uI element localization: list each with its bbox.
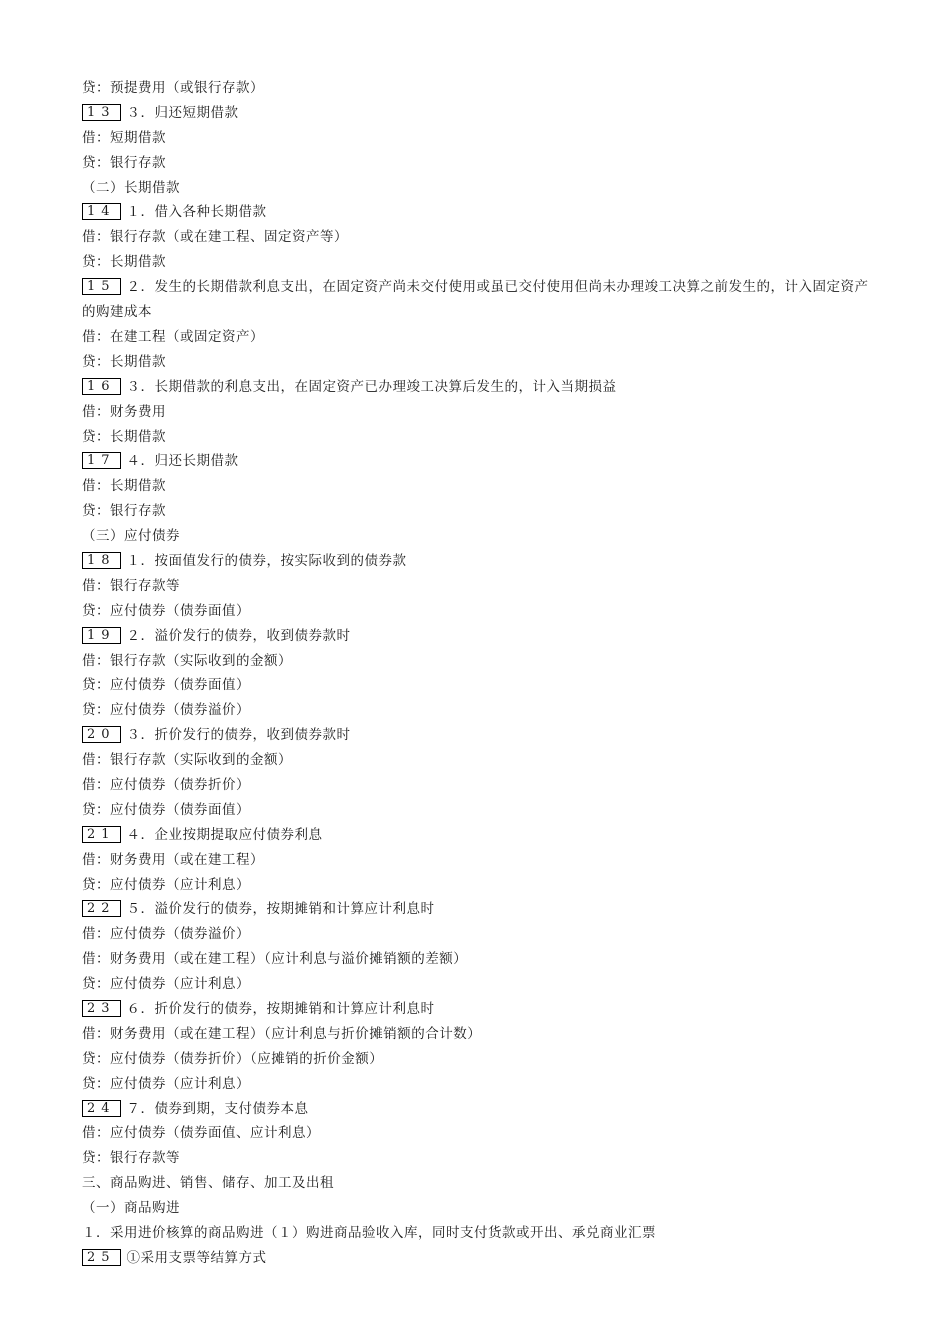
text-line xyxy=(82,325,882,350)
text-line xyxy=(82,474,882,499)
entry-number-box: 16 xyxy=(82,378,121,395)
line-text: 贷：应付债券（债券溢价） xyxy=(82,702,250,719)
line-text: 贷：应付债券（应计利息） xyxy=(82,876,250,893)
numbered-entry xyxy=(82,823,882,848)
numbered-entry xyxy=(82,723,882,748)
text-line xyxy=(82,848,882,873)
line-text: 贷：长期借款 xyxy=(82,353,166,370)
entry-number-box: 14 xyxy=(82,203,121,220)
text-line xyxy=(82,947,882,972)
entry-number-box: 23 xyxy=(82,1000,121,1017)
entry-number-box: 17 xyxy=(82,452,121,469)
text-line xyxy=(82,1196,882,1221)
text-line xyxy=(82,1022,882,1047)
text-line xyxy=(82,499,882,524)
line-text: 贷：银行存款 xyxy=(82,503,166,520)
line-text: 贷：长期借款 xyxy=(82,254,166,271)
text-line xyxy=(82,76,882,101)
text-line xyxy=(82,773,882,798)
line-text: （一）商品购进 xyxy=(82,1200,180,1217)
line-text: ３．折价发行的债券，收到债券款时 xyxy=(126,727,351,744)
line-text: ４．归还长期借款 xyxy=(126,453,239,470)
line-text: 贷：应付债券（债券面值） xyxy=(82,602,250,619)
line-text: ３．归还短期借款 xyxy=(126,104,239,121)
line-text: 借：财务费用（或在建工程）（应计利息与折价摊销额的合计数） xyxy=(82,1025,482,1042)
entry-number-box: 21 xyxy=(82,826,121,843)
line-text: 借：短期借款 xyxy=(82,129,166,146)
line-text: 借：银行存款（或在建工程、固定资产等） xyxy=(82,229,348,246)
line-text: 借：应付债券（债券面值、应计利息） xyxy=(82,1125,320,1142)
line-text: ２．溢价发行的债券，收到债券款时 xyxy=(126,627,351,644)
text-line xyxy=(82,1171,882,1196)
line-text: ７．债券到期，支付债券本息 xyxy=(126,1100,309,1117)
document-page xyxy=(82,76,882,1271)
text-line xyxy=(82,151,882,176)
text-line xyxy=(82,1146,882,1171)
line-text: 贷：银行存款等 xyxy=(82,1150,180,1167)
line-text: ４．企业按期提取应付债券利息 xyxy=(126,826,323,843)
line-text: 贷：应付债券（债券折价）（应摊销的折价金额） xyxy=(82,1050,384,1067)
text-line xyxy=(82,176,882,201)
line-text: ①采用支票等结算方式 xyxy=(126,1249,267,1266)
numbered-entry xyxy=(82,1097,882,1122)
line-text: 贷：应付债券（应计利息） xyxy=(82,976,250,993)
text-line xyxy=(82,524,882,549)
line-text: （三）应付债券 xyxy=(82,528,180,545)
line-text: １．采用进价核算的商品购进（１）购进商品验收入库，同时支付货款或开出、承兑商业汇票 xyxy=(82,1225,656,1241)
line-text: 借：银行存款等 xyxy=(82,577,180,594)
entry-number-box: 19 xyxy=(82,627,121,644)
line-text: 借：银行存款（实际收到的金额） xyxy=(82,752,292,769)
line-text: 借：在建工程（或固定资产） xyxy=(82,328,264,345)
numbered-entry xyxy=(82,624,882,649)
line-text: 贷：预提费用（或银行存款） xyxy=(82,80,264,96)
numbered-entry xyxy=(82,101,882,126)
numbered-entry xyxy=(82,375,882,400)
line-text: 贷：应付债券（应计利息） xyxy=(82,1075,250,1092)
text-line xyxy=(82,574,882,599)
text-line xyxy=(82,798,882,823)
line-text: 借：财务费用（或在建工程） xyxy=(82,851,264,868)
text-line xyxy=(82,350,882,375)
entry-number-box: 13 xyxy=(82,104,121,121)
numbered-entry xyxy=(82,275,882,325)
entry-number-box: 15 xyxy=(82,278,121,295)
text-line xyxy=(82,873,882,898)
line-text: １．借入各种长期借款 xyxy=(126,204,267,221)
entry-number-box: 18 xyxy=(82,552,121,569)
text-line xyxy=(82,972,882,997)
line-text: （二）长期借款 xyxy=(82,179,180,196)
line-text: 借：财务费用 xyxy=(82,403,166,420)
line-text: 借：长期借款 xyxy=(82,478,166,495)
text-line xyxy=(82,748,882,773)
text-line xyxy=(82,599,882,624)
text-line xyxy=(82,425,882,450)
line-text: ５．溢价发行的债券，按期摊销和计算应计利息时 xyxy=(126,901,435,918)
text-line xyxy=(82,673,882,698)
line-text: 借：应付债券（债券溢价） xyxy=(82,926,250,943)
text-line xyxy=(82,698,882,723)
line-text: ３．长期借款的利息支出，在固定资产已办理竣工决算后发生的，计入当期损益 xyxy=(126,378,617,395)
line-text: ６．折价发行的债券，按期摊销和计算应计利息时 xyxy=(126,1000,435,1017)
line-text: １．按面值发行的债券，按实际收到的债券款 xyxy=(126,552,407,569)
text-line xyxy=(82,922,882,947)
line-text: 借：应付债券（债券折价） xyxy=(82,776,250,793)
text-line xyxy=(82,225,882,250)
line-text: ２．发生的长期借款利息支出，在固定资产尚未交付使用或虽已交付使用但尚未办理竣工决算之前发生的，计入固定资产的购建成本 xyxy=(82,279,869,321)
line-text: 贷：银行存款 xyxy=(82,154,166,171)
numbered-entry xyxy=(82,549,882,574)
line-text: 借：财务费用（或在建工程）（应计利息与溢价摊销额的差额） xyxy=(82,951,468,968)
numbered-entry xyxy=(82,997,882,1022)
line-text: 贷：长期借款 xyxy=(82,428,166,445)
entry-number-box: 22 xyxy=(82,900,121,917)
text-line xyxy=(82,1121,882,1146)
line-text: 三、商品购进、销售、储存、加工及出租 xyxy=(82,1175,334,1192)
text-line xyxy=(82,1047,882,1072)
numbered-entry xyxy=(82,200,882,225)
line-text: 贷：应付债券（债券面值） xyxy=(82,801,250,818)
line-text: 借：银行存款（实际收到的金额） xyxy=(82,652,292,669)
entry-number-box: 25 xyxy=(82,1249,121,1266)
line-text: 贷：应付债券（债券面值） xyxy=(82,677,250,694)
text-line xyxy=(82,400,882,425)
entry-number-box: 24 xyxy=(82,1100,121,1117)
text-line xyxy=(82,649,882,674)
numbered-entry xyxy=(82,1246,882,1271)
text-line xyxy=(82,250,882,275)
text-line xyxy=(82,126,882,151)
text-line xyxy=(82,1072,882,1097)
entry-number-box: 20 xyxy=(82,726,121,743)
numbered-entry xyxy=(82,449,882,474)
text-line xyxy=(82,1221,882,1246)
numbered-entry xyxy=(82,897,882,922)
